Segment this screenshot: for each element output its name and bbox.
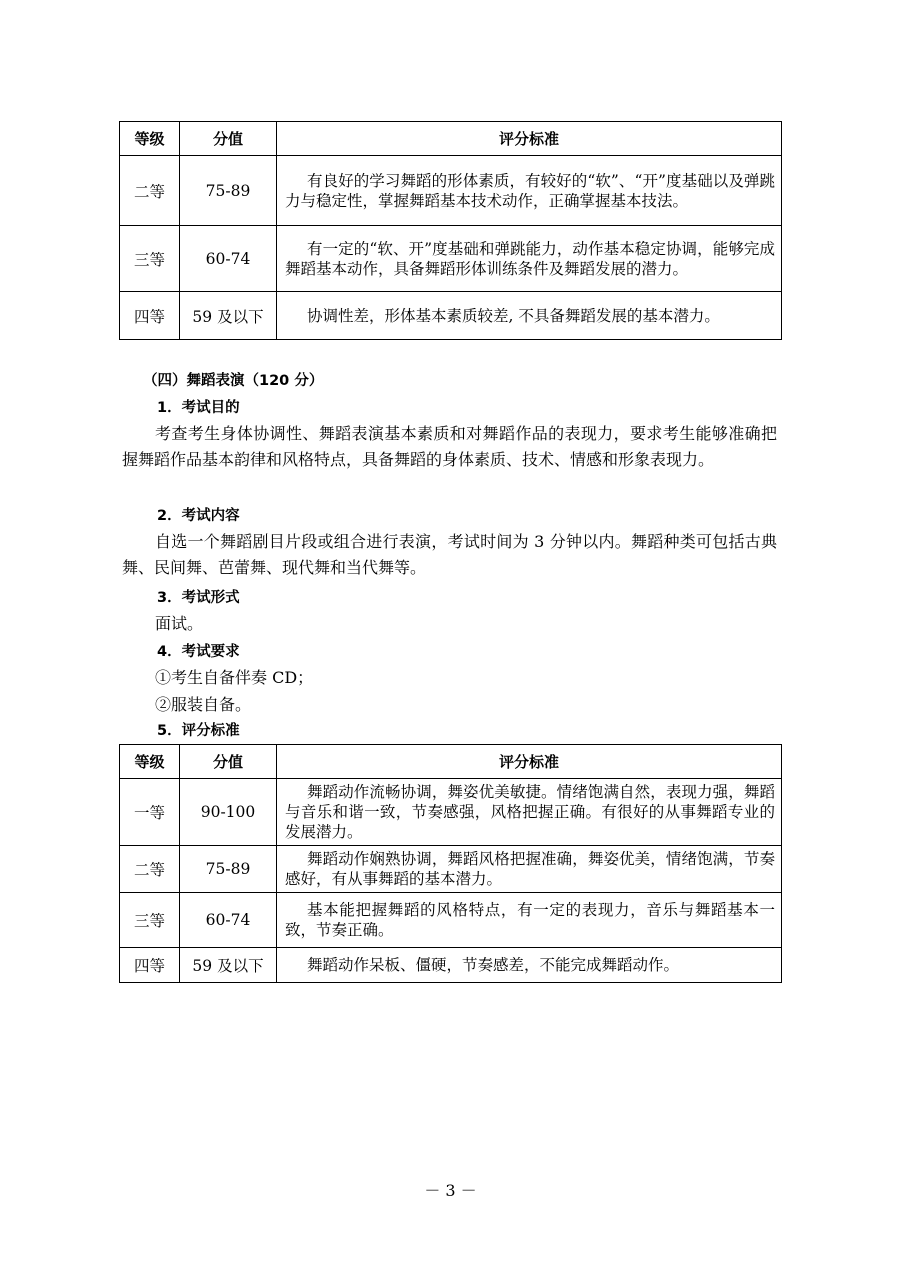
header-score: 分值 bbox=[180, 745, 277, 779]
requirement-item: ②服装自备。 bbox=[155, 695, 252, 714]
table-row bbox=[120, 292, 782, 340]
grade-cell: 一等 bbox=[120, 779, 180, 846]
score-cell: 59 及以下 bbox=[180, 948, 277, 983]
criteria-cell: 有良好的学习舞蹈的形体素质，有较好的“软”、“开”度基础以及弹跳力与稳定性，掌握舞蹈基本技术动作，正确掌握基本技法。 bbox=[277, 156, 782, 226]
purpose-text: 考查考生身体协调性、舞蹈表演基本素质和对舞蹈作品的表现力，要求考生能够准确把握舞蹈作品基本韵律和风格特点，具备舞蹈的身体素质、技术、情感和形象表现力。 bbox=[122, 424, 777, 469]
criteria-cell: 协调性差，形体基本素质较差, 不具备舞蹈发展的基本潜力。 bbox=[277, 292, 782, 340]
criteria-cell: 基本能把握舞蹈的风格特点，有一定的表现力，音乐与舞蹈基本一致，节奏正确。 bbox=[277, 893, 782, 948]
grade-cell: 四等 bbox=[120, 948, 180, 983]
table-row bbox=[120, 893, 782, 948]
table-row bbox=[120, 846, 782, 893]
requirement-item: ①考生自备伴奏 CD； bbox=[155, 668, 314, 687]
header-criteria: 评分标准 bbox=[277, 745, 782, 779]
table-row bbox=[120, 948, 782, 983]
header-criteria: 评分标准 bbox=[277, 122, 782, 156]
criteria-cell: 舞蹈动作呆板、僵硬，节奏感差，不能完成舞蹈动作。 bbox=[277, 948, 782, 983]
grade-cell: 二等 bbox=[120, 846, 180, 893]
purpose-heading: 1．考试目的 bbox=[157, 400, 240, 416]
table-row bbox=[120, 226, 782, 292]
criteria-cell: 舞蹈动作娴熟协调，舞蹈风格把握准确，舞姿优美，情绪饱满，节奏感好，有从事舞蹈的基本潜力。 bbox=[277, 846, 782, 893]
requirements-heading: 4．考试要求 bbox=[157, 644, 240, 660]
table-header-row bbox=[120, 122, 782, 156]
section-title: （四）舞蹈表演（120 分） bbox=[143, 373, 324, 389]
header-grade: 等级 bbox=[120, 122, 180, 156]
content-text: 自选一个舞蹈剧目片段或组合进行表演，考试时间为 3 分钟以内。舞蹈种类可包括古典舞、民间舞、芭蕾舞、现代舞和当代舞等。 bbox=[122, 532, 777, 577]
grading-table-2 bbox=[119, 744, 782, 983]
criteria-cell: 有一定的“软、开”度基础和弹跳能力，动作基本稳定协调，能够完成舞蹈基本动作，具备舞蹈形体训练条件及舞蹈发展的潜力。 bbox=[277, 226, 782, 292]
criteria-heading: 5．评分标准 bbox=[157, 723, 240, 739]
table-header-row bbox=[120, 745, 782, 779]
content-heading: 2．考试内容 bbox=[157, 508, 240, 524]
grading-table-1 bbox=[119, 121, 782, 340]
grade-cell: 四等 bbox=[120, 292, 180, 340]
score-cell: 90-100 bbox=[180, 779, 277, 846]
header-score: 分值 bbox=[180, 122, 277, 156]
grade-cell: 二等 bbox=[120, 156, 180, 226]
header-grade: 等级 bbox=[120, 745, 180, 779]
page-number: － 3 － bbox=[424, 1181, 477, 1200]
criteria-cell: 舞蹈动作流畅协调，舞姿优美敏捷。情绪饱满自然，表现力强，舞蹈与音乐和谐一致，节奏感强，风格把握正确。有很好的从事舞蹈专业的发展潜力。 bbox=[277, 779, 782, 846]
score-cell: 60-74 bbox=[180, 226, 277, 292]
form-heading: 3．考试形式 bbox=[157, 590, 240, 606]
grade-cell: 三等 bbox=[120, 226, 180, 292]
score-cell: 75-89 bbox=[180, 846, 277, 893]
score-cell: 60-74 bbox=[180, 893, 277, 948]
form-text: 面试。 bbox=[155, 614, 204, 633]
score-cell: 75-89 bbox=[180, 156, 277, 226]
grade-cell: 三等 bbox=[120, 893, 180, 948]
score-cell: 59 及以下 bbox=[180, 292, 277, 340]
table-row bbox=[120, 779, 782, 846]
table-row bbox=[120, 156, 782, 226]
